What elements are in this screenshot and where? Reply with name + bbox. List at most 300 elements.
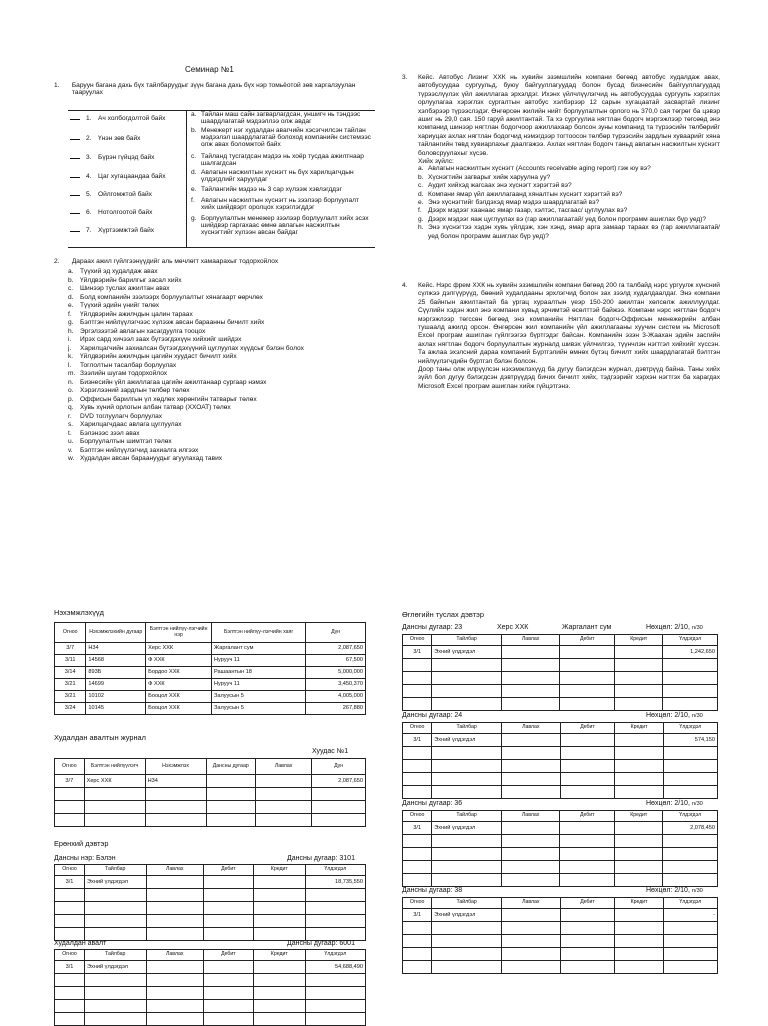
definitions-column: [186, 111, 375, 247]
table-row: [55, 1000, 366, 1013]
table-cell: [615, 922, 663, 935]
q3-item-text: Дээрх мэдээг хаанаас ямар газар, хэлтэс, тасгаас/ цуглуулах вэ?: [428, 207, 628, 215]
ledger-col-header: Үлдэгдэл: [663, 635, 718, 646]
q3-item-text: Хүснэгтийн загварыг хийж харуулна уу?: [428, 173, 551, 181]
table-cell: [501, 646, 560, 659]
table-cell: 3/14: [55, 667, 86, 679]
table-cell: 4,005,000: [306, 691, 366, 703]
table-cell: [55, 814, 85, 827]
table-cell: [432, 922, 502, 935]
q4-number: 4.: [402, 282, 408, 289]
pj-col-date: Огноо: [55, 759, 85, 775]
q2-item: [68, 268, 378, 277]
table-cell: 54,688,490: [305, 961, 365, 974]
answer-blank[interactable]: [70, 195, 80, 196]
question-3: [402, 74, 720, 241]
ledger-table: [402, 810, 718, 887]
term-text: Хүртээмжтэй байх: [98, 227, 155, 234]
table-cell: [403, 922, 432, 935]
term-item: [70, 227, 186, 234]
table-cell: 3,450,370: [306, 679, 366, 691]
table-cell: [663, 698, 718, 711]
q2-item-text: Эргэлзээтэй авлагын хасагдуулга тооцох: [80, 327, 206, 335]
table-cell: [560, 698, 615, 711]
definition-letter: f.: [191, 197, 195, 204]
definition-item: [191, 111, 373, 125]
table-cell: [253, 902, 305, 915]
ledger-head: [403, 723, 718, 734]
answer-blank[interactable]: [70, 139, 80, 140]
sl-supplier-address: Жаргалант сум: [562, 624, 612, 631]
table-cell: [432, 861, 502, 874]
table-cell: [55, 801, 85, 814]
table-row: [403, 698, 718, 711]
table-cell: [560, 786, 615, 799]
table-row: [55, 788, 366, 801]
ledger-head: [403, 898, 718, 909]
q2-item: [68, 430, 378, 439]
table-cell: [501, 734, 560, 747]
table-cell: [145, 801, 206, 814]
table-cell: Н34: [145, 775, 206, 788]
table-cell: [560, 685, 615, 698]
table-cell: [145, 814, 206, 827]
pj-col-invoice: Нэхэмжлэх: [145, 759, 206, 775]
sl-terms: [646, 800, 703, 808]
q2-item: [68, 353, 378, 362]
table-cell: [403, 747, 432, 760]
table-cell: [432, 786, 502, 799]
purchases-journal-table: [54, 758, 366, 827]
ledger-col-header: Лавлах: [146, 950, 203, 961]
table-cell: 574,150: [663, 734, 717, 747]
sl-account-number: Дансны дугаар: 38: [402, 887, 463, 894]
table-cell: [255, 801, 311, 814]
table-cell: [84, 915, 146, 928]
table-cell: [203, 915, 253, 928]
table-row: [403, 685, 718, 698]
q2-item: [68, 447, 378, 456]
q2-item-letter: i.: [68, 336, 72, 343]
ledger-col-header: Кредит: [615, 635, 663, 646]
ledger-body: [403, 734, 718, 799]
table-row: [55, 679, 366, 691]
table-cell: [432, 760, 502, 773]
q2-item: [68, 285, 378, 294]
q3-item-text: Дээрх мэдээг яаж цуглуулах вэ (гар ажиллагаатай/ уед болон программ ашиглах бүр уед)?: [428, 215, 707, 223]
table-cell: 3/1: [403, 734, 432, 747]
table-row: [403, 922, 718, 935]
table-row: [403, 786, 718, 799]
table-cell: [615, 948, 663, 961]
q2-item-letter: p.: [68, 395, 74, 403]
term-number: 2.: [86, 135, 92, 142]
table-cell: [403, 760, 432, 773]
table-cell: Ф ХХК: [146, 655, 212, 667]
table-row: [403, 848, 718, 861]
table-cell: Эхний үлдэгдэл: [432, 822, 502, 835]
table-cell: 3/7: [55, 643, 86, 655]
term-number: 6.: [86, 209, 92, 216]
table-cell: [206, 775, 255, 788]
definition-text: Авлагын насжилтын хүснэгт нь бүх харилцагчдын үлдэгдлийг харуулдаг: [201, 169, 354, 184]
table-cell: [560, 747, 615, 760]
table-cell: 5,000,000: [306, 667, 366, 679]
table-cell: 3/7: [55, 775, 85, 788]
table-cell: [663, 848, 718, 861]
q2-item: [68, 302, 378, 311]
table-cell: 3/11: [55, 655, 86, 667]
table-row: [55, 667, 366, 679]
ledger-col-header: Үлдэгдэл: [305, 865, 365, 876]
table-cell: 2,078,450: [663, 822, 718, 835]
table-cell: [84, 987, 146, 1000]
ledger-col-header: Тайлбар: [84, 950, 146, 961]
table-cell: Бооцол ХХК: [146, 691, 212, 703]
table-cell: [663, 948, 717, 961]
table-cell: [501, 909, 560, 922]
ledger-col-header: Дебит: [203, 865, 253, 876]
table-cell: [146, 987, 203, 1000]
q2-item-text: Түүхий эдийн үнийг төлөх: [80, 302, 160, 309]
ledger-header-row: [403, 811, 718, 822]
table-cell: [432, 698, 502, 711]
table-cell: Бордоо ХХК: [146, 667, 212, 679]
table-cell: [663, 874, 718, 887]
general-ledger-title: Ерөнхий дэвтэр: [54, 839, 109, 848]
table-cell: [403, 773, 432, 786]
ledger-col-header: Огноо: [403, 635, 432, 646]
table-cell: [203, 876, 253, 889]
definition-text: Тайланд тусгагдсан мэдээ нь хоёр тусдаа ажилтнаар шалгагдсан: [201, 153, 364, 168]
invoices-header-row: [55, 623, 366, 643]
table-cell: [403, 935, 432, 948]
page-title: Семинар №1: [185, 65, 234, 74]
ledger-col-header: Кредит: [615, 723, 663, 734]
table-cell: [615, 935, 663, 948]
table-cell: [501, 786, 560, 799]
q2-item-letter: h.: [68, 327, 74, 335]
table-cell: [305, 928, 365, 941]
term-number: 7.: [86, 227, 92, 234]
ledger-col-header: Огноо: [403, 811, 432, 822]
table-cell: Рашаантын 18: [212, 667, 306, 679]
q3-sub-label: Хийх зүйлс:: [418, 158, 454, 166]
table-cell: [615, 646, 663, 659]
definition-text: Борлуулалтын менежер зээлээр борлуулалт хийх эсэх шийдвэр гаргахаас өмнө авлагын насжилтын хүснэгтийг хүлээн авсан байдаг: [201, 215, 369, 237]
definition-text: Авлагын насжилтын хүснэгт нь зээлээр борлуулалт хийх шийдвэрт оролцох хэрэглэгддэг: [201, 197, 360, 212]
definition-letter: g.: [191, 215, 197, 222]
table-cell: [432, 961, 502, 974]
table-cell: [403, 848, 432, 861]
q2-item-letter: d.: [68, 293, 74, 301]
q3-number: 3.: [402, 74, 408, 81]
table-cell: [501, 922, 560, 935]
definition-text: Менежерт нэг худалдан авагчийн хэсэгчилсэн тайлан мэдээлэл шаардлагатай болоход компанийн системээс олж авах боломжтой байх: [201, 127, 371, 149]
table-cell: 14568: [86, 655, 146, 667]
q2-item-letter: f.: [68, 310, 72, 318]
table-row: [403, 760, 718, 773]
table-row: [403, 646, 718, 659]
table-cell: Жаргалант сум: [212, 643, 306, 655]
invoices-table: [54, 622, 366, 715]
table-cell: [203, 889, 253, 902]
term-text: Үнэн зөв байх: [98, 135, 141, 142]
table-cell: Херс ХХК: [84, 775, 145, 788]
ledger-col-header: Дебит: [560, 811, 615, 822]
table-cell: Эхний үлдэгдэл: [432, 909, 502, 922]
table-row: [55, 643, 366, 655]
table-cell: 10102: [86, 691, 146, 703]
definition-letter: d.: [191, 169, 197, 176]
q2-item-letter: q.: [68, 404, 74, 411]
ledger-body: [55, 961, 366, 1026]
purchases-journal-page: Хуудас №1: [312, 748, 349, 755]
term-item: [70, 173, 186, 180]
table-cell: [55, 928, 85, 941]
ledger-col-header: Кредит: [615, 898, 663, 909]
table-cell: [203, 902, 253, 915]
sl-account-number: Дансны дугаар: 23: [402, 624, 463, 631]
ledger-col-header: Кредит: [253, 950, 305, 961]
table-cell: [55, 889, 85, 902]
definition-text: Тайлангийн мэдээ нь 3 сар хүлээж хэвлэгддэг: [201, 186, 342, 193]
ledger-col-header: Дебит: [560, 723, 615, 734]
q2-item-letter: t.: [68, 429, 72, 437]
col-address: Бэлтгэн нийлүү-лэгчийн хаяг: [212, 623, 306, 643]
table-cell: [501, 672, 560, 685]
answer-blank[interactable]: [70, 158, 80, 159]
table-cell: [560, 773, 615, 786]
table-cell: [663, 747, 717, 760]
q3-item-text: Энэ хүснэгтээ хэдэн хувь үйлдэж, хэн хэнд, ямар арга замаар тараах вэ (гар ажиллагаатай/ уед болон программ ашиглах бүр уед)?: [428, 224, 720, 240]
table-cell: [560, 760, 615, 773]
table-cell: [403, 961, 432, 974]
table-cell: 893Б: [86, 667, 146, 679]
table-row: [403, 861, 718, 874]
q2-item-letter: e.: [68, 302, 74, 309]
table-cell: [432, 685, 502, 698]
q2-item: [68, 421, 378, 430]
sl-terms-small: n/30: [691, 888, 703, 894]
table-cell: [203, 928, 253, 941]
q2-item-letter: n.: [68, 378, 74, 386]
table-cell: [253, 876, 305, 889]
definition-item: [191, 197, 373, 211]
q2-item-text: Шинээр туслах ажилтан авах: [80, 285, 170, 292]
table-cell: 14699: [86, 679, 146, 691]
q2-item: [68, 413, 378, 422]
table-cell: [305, 915, 365, 928]
table-row: [403, 822, 718, 835]
ledger-col-header: Дебит: [560, 898, 615, 909]
q2-item-text: Бизнесийн үйл ажиллагаа цагийн ажилтанаар сургаар нэмэх: [80, 378, 267, 386]
q2-item-text: Бэлэнээс зээл авах: [80, 429, 140, 437]
table-cell: [501, 822, 560, 835]
term-item: [70, 191, 186, 198]
table-cell: [146, 902, 203, 915]
table-cell: [560, 835, 615, 848]
q2-list: [68, 268, 378, 464]
q2-item-text: Хэрэглээний зардлын төлбөр төлөх: [80, 387, 190, 394]
table-cell: [501, 948, 560, 961]
table-cell: [663, 835, 718, 848]
table-cell: [615, 822, 663, 835]
question-2: [54, 258, 374, 265]
definition-letter: c.: [191, 153, 197, 160]
pj-col-account: Дансны дугаар: [206, 759, 255, 775]
sl-terms-text: Нөхцөл: 2/10,: [646, 624, 690, 631]
table-cell: [253, 889, 305, 902]
q2-item: [68, 328, 378, 337]
q2-item-text: Оффисын барилгын үл хөдлөх хөрөнгийн татварыг төлөх: [80, 395, 257, 403]
table-row: [55, 974, 366, 987]
q4-text: Кейс. Нэрс фрем ХХК нь хувийн эзэмшлийн компани бөгөөд 200 га талбайд нэрс ургуулж хүнсний сүлжээ дэлгүүрүүд, бөөний худалдааны эрхлэгчид болон зах зээлд худалдаалдаг. Энэ компани 25 байнгын ажилтантай ба ургац хураалтын үеэр 150-200 ажилтан хөлсөлж ажиллуулдаг. Сүүлийн хэдэн жил энэ компани хувьд эрчимтэй өсөлттэй байжээ. Компани нэрс нягтлан бодогч мэргэжлээр төгссөн бөгөөд энэ компанийн Нягтлан бодогч-Оффисын менежерийн албан тушаалд ажилд орсон. Өнгөрсөн жил компанийн үйл ажиллагааны хуучин систем нь Microsoft Excel програм ашиглан гүйлгээгээ бүртгэдэг байсан. Компанийн эзэн 3-Жаахан эдийн засгийн ахлах нягтлан бодогч борлуулалтын журналд шивэх үйлчилгээ, түүнчлэн нэгтгэл хийхийг хүссэн. Та ажлаа эхэлсний дараа компаний Бүртгэлийн өмнөх бүтэц бичилт хийх шаардлагатай бэлтгэн нийлүүлэгчдийн бүртгэл бэлэн болсон.: [418, 282, 720, 365]
ledger-col-header: Огноо: [55, 865, 85, 876]
table-cell: [663, 760, 717, 773]
table-cell: [305, 974, 365, 987]
q2-item-text: Бэлтгэн нийлүүлэгчээс хүлээж авсан бараанны бичилт хийх: [80, 319, 265, 326]
table-cell: [432, 935, 502, 948]
q1-number: 1.: [54, 82, 60, 89]
term-number: 3.: [86, 154, 92, 161]
table-cell: [615, 961, 663, 974]
ledger-header-row: [403, 898, 718, 909]
table-cell: [312, 788, 366, 801]
table-cell: [560, 646, 615, 659]
ledger-head: [55, 950, 366, 961]
table-row: [403, 948, 718, 961]
table-cell: [663, 773, 717, 786]
table-row: [403, 747, 718, 760]
q2-item: [68, 362, 378, 371]
q2-item-text: Худалдан авсан бараануудыг агуулахад тавих: [80, 455, 223, 462]
table-cell: [146, 961, 203, 974]
sl-account-number: Дансны дугаар: 24: [402, 712, 463, 719]
table-cell: [615, 848, 663, 861]
q2-item-letter: g.: [68, 319, 74, 326]
table-cell: Херс ХХК: [146, 643, 212, 655]
table-cell: [253, 974, 305, 987]
table-cell: [432, 747, 502, 760]
answer-blank[interactable]: [70, 119, 80, 120]
q2-item: [68, 336, 378, 345]
table-cell: Нурууч 11: [212, 679, 306, 691]
table-cell: [84, 889, 146, 902]
q2-item-letter: m.: [68, 370, 76, 377]
table-cell: [146, 915, 203, 928]
definition-item: [191, 186, 373, 193]
table-cell: [312, 801, 366, 814]
table-cell: [663, 786, 717, 799]
table-cell: Эхний үлдэгдэл: [432, 646, 502, 659]
table-row: [55, 655, 366, 667]
table-row: [403, 935, 718, 948]
ledger-col-header: Огноо: [55, 950, 85, 961]
term-text: Цаг хугацаандаа байх: [98, 173, 166, 180]
q3-item-text: Авлагын насжилтын хүснэгт (Accounts receivable aging report) гэж юу вэ?: [428, 165, 651, 173]
q3-item-text: Энэ хүснэгтийг бэлдэхэд ямар мэдээ шаардлагатай вэ?: [428, 199, 600, 207]
table-cell: [560, 659, 615, 672]
q2-item-text: Зээлийн шугам тодорхойлох: [80, 370, 168, 377]
ledger-body: [403, 822, 718, 887]
table-cell: Ф ХХК: [146, 679, 212, 691]
table-cell: [560, 861, 615, 874]
table-cell: [560, 848, 615, 861]
q3-item-letter: a.: [418, 165, 424, 173]
sl-terms: [646, 887, 703, 895]
term-text: Ойлгомжтой байх: [98, 191, 152, 198]
table-cell: [403, 698, 432, 711]
table-cell: 10145: [86, 703, 146, 715]
q3-item: [418, 224, 720, 241]
table-row: [55, 987, 366, 1000]
answer-blank[interactable]: [70, 231, 80, 232]
table-cell: [253, 987, 305, 1000]
table-cell: 3/21: [55, 679, 86, 691]
table-cell: [615, 861, 663, 874]
term-number: 5.: [86, 191, 92, 198]
table-cell: [501, 698, 560, 711]
q2-item-text: Харилцагчийн захиалсан бүтээгдэхүүний цуглуулах хүүдсыг бэлэн болох: [80, 344, 304, 352]
q2-item-letter: w.: [68, 455, 75, 462]
table-row: [403, 734, 718, 747]
table-row: [55, 691, 366, 703]
ledger-body: [403, 646, 718, 711]
ledger-col-header: Кредит: [253, 865, 305, 876]
table-cell: [560, 948, 615, 961]
q2-item: [68, 379, 378, 388]
table-cell: [501, 659, 560, 672]
question-1: [54, 82, 374, 97]
answer-blank[interactable]: [70, 177, 80, 178]
table-cell: [84, 928, 146, 941]
pj-col-supplier: Бэлтгэн нийлүүлэгч: [84, 759, 145, 775]
table-cell: [432, 672, 502, 685]
table-cell: [403, 874, 432, 887]
subsidiary-ledger-title: Өглөгийн туслах дэвтэр: [402, 610, 484, 619]
q2-item-letter: a.: [68, 268, 74, 275]
q2-item: [68, 396, 378, 405]
table-cell: [84, 974, 146, 987]
ledger-head: [403, 811, 718, 822]
table-cell: [146, 974, 203, 987]
table-cell: [501, 961, 560, 974]
q2-item-letter: r.: [68, 412, 72, 420]
ledger-col-header: Лавлах: [501, 898, 560, 909]
table-row: [55, 889, 366, 902]
table-cell: [84, 788, 145, 801]
table-cell: [253, 915, 305, 928]
sl-supplier-name: Херс ХХК: [497, 624, 529, 631]
table-cell: 67,500: [306, 655, 366, 667]
q3-item-letter: c.: [418, 182, 424, 190]
table-cell: 3/24: [55, 703, 86, 715]
ledger-col-header: Кредит: [615, 811, 663, 822]
q2-item: [68, 455, 378, 464]
ledger-table: [54, 864, 366, 941]
table-cell: [403, 786, 432, 799]
table-cell: [55, 1000, 85, 1013]
table-cell: [84, 1000, 146, 1013]
table-cell: Залуусын 5: [212, 703, 306, 715]
q2-item-letter: j.: [68, 344, 72, 352]
sl-terms-text: Нөхцөл: 2/10,: [646, 887, 690, 894]
table-cell: [203, 987, 253, 1000]
q2-item-text: Болд компанийн зээлээрх борлуулалтыг хянагаарт өөрчлөх: [80, 293, 263, 301]
answer-blank[interactable]: [70, 213, 80, 214]
ledger-header-row: [403, 635, 718, 646]
